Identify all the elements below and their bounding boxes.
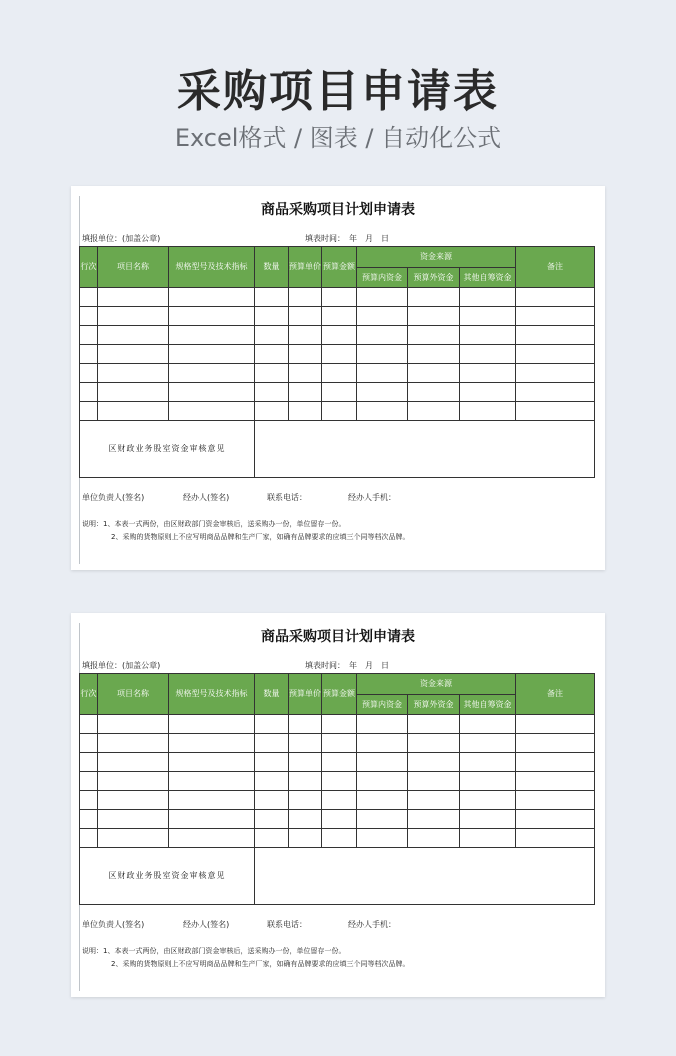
- header-name: 项目名称: [98, 674, 169, 715]
- sig-handler: 经办人(签名): [183, 493, 230, 502]
- audit-opinion-cell: [255, 848, 595, 905]
- date-label: 填表时间： 年 月 日: [305, 234, 389, 243]
- header-amount: 预算金额: [322, 674, 357, 715]
- request-table: [79, 246, 595, 478]
- audit-label: 区财政业务股室资金审核意见: [80, 848, 255, 905]
- sig-mobile: 经办人手机：: [348, 493, 396, 502]
- header-unit-price: 预算单价: [289, 247, 322, 288]
- table-row: [80, 345, 595, 364]
- header-remark: 备注: [516, 674, 595, 715]
- header-fund-source: 资金来源: [357, 674, 516, 695]
- header-amount: 预算金额: [322, 247, 357, 288]
- header-row-no: 行次: [80, 247, 98, 288]
- header-fund-out: 预算外资金: [408, 695, 460, 715]
- sig-phone: 联系电话：: [267, 920, 307, 929]
- note-2: 2、采购的货物原则上不应写明商品品牌和生产厂家，如确有品牌要求的应填三个同等档次品牌。: [111, 533, 410, 541]
- sig-handler: 经办人(签名): [183, 920, 230, 929]
- form-sheet-2: [71, 613, 605, 997]
- header-remark: 备注: [516, 247, 595, 288]
- form-sheet-1: [71, 186, 605, 570]
- note-1: 说明：1、本表一式两份，由区财政部门资金审核后，送采购办一份，单位留存一份。: [82, 520, 346, 528]
- table-row: [80, 829, 595, 848]
- header-fund-in: 预算内资金: [357, 268, 408, 288]
- note-1: 说明：1、本表一式两份，由区财政部门资金审核后，送采购办一份，单位留存一份。: [82, 947, 346, 955]
- header-spec: 规格型号及技术指标: [169, 247, 255, 288]
- table-row: [80, 772, 595, 791]
- table-row: [80, 326, 595, 345]
- table-row: [80, 288, 595, 307]
- audit-label: 区财政业务股室资金审核意见: [80, 421, 255, 478]
- form-title: 商品采购项目计划申请表: [261, 629, 415, 645]
- table-row: [80, 791, 595, 810]
- header-fund-other: 其他自筹资金: [460, 268, 516, 288]
- header-name: 项目名称: [98, 247, 169, 288]
- sig-mobile: 经办人手机：: [348, 920, 396, 929]
- date-label: 填表时间： 年 月 日: [305, 661, 389, 670]
- table-row: [80, 715, 595, 734]
- form-title: 商品采购项目计划申请表: [261, 202, 415, 218]
- table-row: [80, 307, 595, 326]
- unit-label: 填报单位：(加盖公章): [82, 661, 161, 670]
- header-fund-in: 预算内资金: [357, 695, 408, 715]
- note-2: 2、采购的货物原则上不应写明商品品牌和生产厂家，如确有品牌要求的应填三个同等档次品牌。: [111, 960, 410, 968]
- table-row: [80, 810, 595, 829]
- page-title: 采购项目申请表: [177, 66, 499, 117]
- header-unit-price: 预算单价: [289, 674, 322, 715]
- header-qty: 数量: [255, 247, 289, 288]
- table-row: [80, 753, 595, 772]
- unit-label: 填报单位：(加盖公章): [82, 234, 161, 243]
- table-row: [80, 364, 595, 383]
- table-row: [80, 402, 595, 421]
- header-spec: 规格型号及技术指标: [169, 674, 255, 715]
- audit-opinion-cell: [255, 421, 595, 478]
- header-fund-other: 其他自筹资金: [460, 695, 516, 715]
- sig-head: 单位负责人(签名): [82, 493, 145, 502]
- table-row: [80, 383, 595, 402]
- page-subtitle: Excel格式 / 图表 / 自动化公式: [174, 124, 502, 152]
- sig-head: 单位负责人(签名): [82, 920, 145, 929]
- header-fund-source: 资金来源: [357, 247, 516, 268]
- header-row-no: 行次: [80, 674, 98, 715]
- header-fund-out: 预算外资金: [408, 268, 460, 288]
- header-qty: 数量: [255, 674, 289, 715]
- request-table: [79, 673, 595, 905]
- sig-phone: 联系电话：: [267, 493, 307, 502]
- table-row: [80, 734, 595, 753]
